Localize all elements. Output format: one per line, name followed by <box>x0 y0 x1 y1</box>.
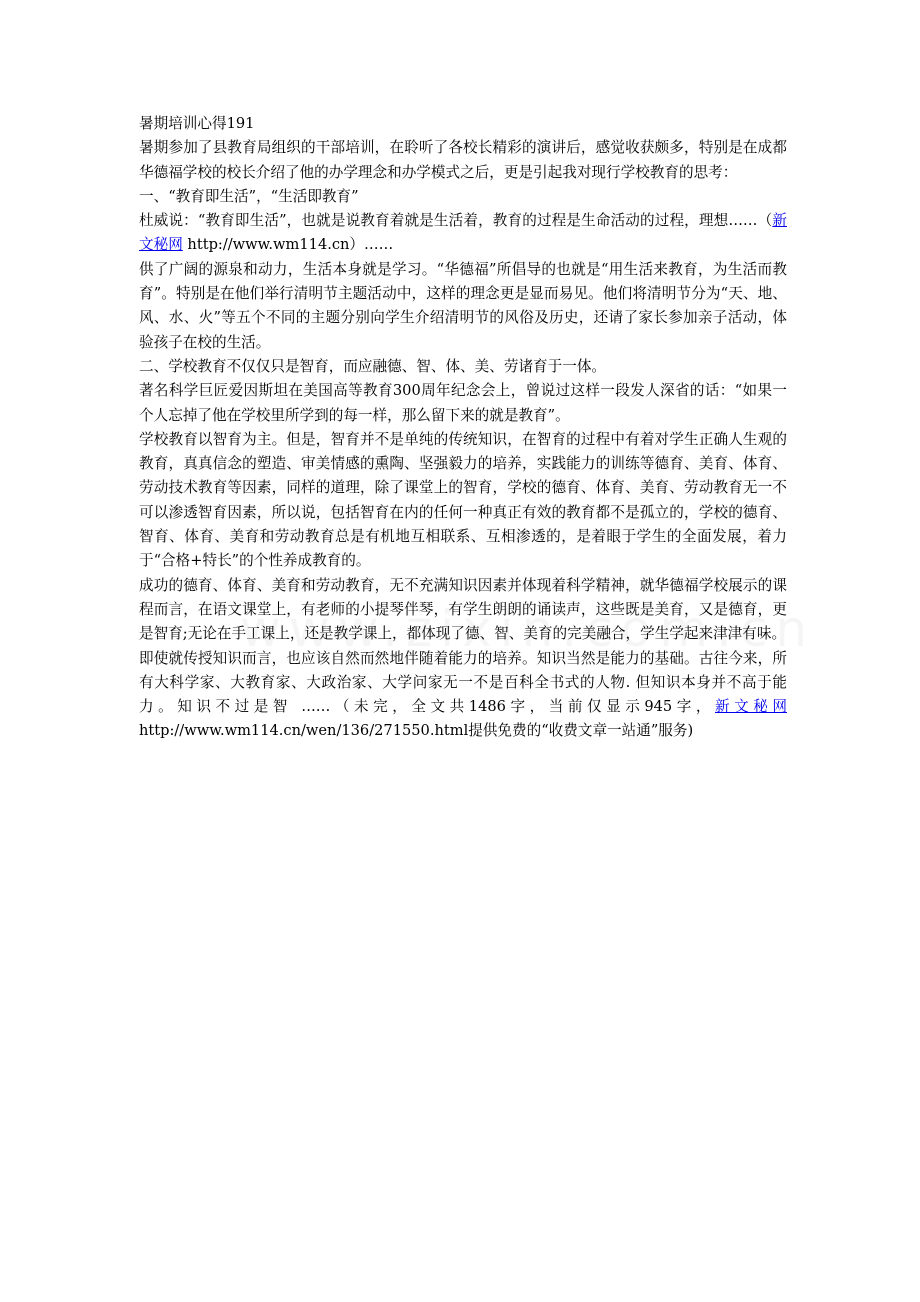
source-link-footer[interactable]: 新文秘网 <box>715 698 787 716</box>
document-body <box>139 112 787 744</box>
paragraph-moral: 成功的德育、体育、美育和劳动教育，无不充满知识因素并体现着科学精神，就华德福学校展示的课程而言，在语文课堂上，有老师的小提琴伴琴，有学生朗朗的诵读声，这些既是美育，又是德育，更是智育;无论在手工课上，还是教学课上，都体现了德、智、美育的完美融合，学生学起来津津有味。 <box>139 576 787 643</box>
document-title: 暑期培训心得191 <box>139 115 255 132</box>
heading-1: 一、“教育即生活”，“生活即教育” <box>139 187 359 205</box>
heading-2: 二、学校教育不仅仅只是智育，而应融德、智、体、美、劳诸育于一体。 <box>139 357 607 375</box>
source-link[interactable]: 新文秘网 <box>139 212 787 254</box>
paragraph-dewey-text: 杜威说：“教育即生活”，也就是说教育着就是生活着，教育的过程是生命活动的过程，理想……（ <box>139 212 773 230</box>
paragraph-intro: 暑期参加了县教育局组织的干部培训，在聆听了各校长精彩的演讲后，感觉收获颇多，特别是在成都华德福学校的校长介绍了他的办学理念和办学模式之后，更是引起我对现行学校教育的思考： <box>139 139 787 181</box>
paragraph-intellectual: 学校教育以智育为主。但是，智育并不是单纯的传统知识，在智育的过程中有着对学生正确人生观的教育，真真信念的塑造、审美情感的熏陶、坚强毅力的培养，实践能力的训练等德育、美育、体育、劳动技术教育等因素，同样的道理，除了课堂上的智育，学校的德育、体育、美育、劳动教育无一不可以渗透智育因素，所以说，包括智育在内的任何一种真正有效的教育都不是孤立的，学校的德育、智育、体育、美育和劳动教育总是有机地互相联系、互相渗透的，是着眼于学生的全面发展，着力于“合格+特长”的个性养成教育的。 <box>139 430 787 570</box>
source-url-text: http://www.wm114.cn）…… <box>182 236 394 254</box>
paragraph-knowledge <box>139 647 787 744</box>
paragraph-knowledge-text: 即使就传授知识而言，也应该自然而然地伴随着能力的培养。知识当然是能力的基础。古往今来，所有大科学家、大教育家、大政治家、大学问家无一不是百科全书式的人物. 但知识本身并不高于能力。知识不过是智 ……（未完，全文共1486字，当前仅显示945字， <box>139 649 787 716</box>
paragraph-einstein: 著名科学巨匠爱因斯坦在美国高等教育300周年纪念会上，曾说过这样一段发人深省的话：“如果一个人忘掉了他在学校里所学到的每一样，那么留下来的就是教育”。 <box>139 382 787 424</box>
paragraph-dewey <box>139 209 787 258</box>
paragraph-waldorf: 供了广阔的源泉和动力，生活本身就是学习。“华德福”所倡导的也就是“用生活来教育，为生活而教育”。特别是在他们举行清明节主题活动中，这样的理念更是显而易见。他们将清明节分为“天、地、风、水、火”等五个不同的主题分别向学生介绍清明节的风俗及历史，还请了家长参加亲子活动，体验孩子在校的生活。 <box>139 260 787 351</box>
footer-url-text: http://www.wm114.cn/wen/136/271550.html提供免费的“收费文章一站通”服务) <box>139 722 694 740</box>
